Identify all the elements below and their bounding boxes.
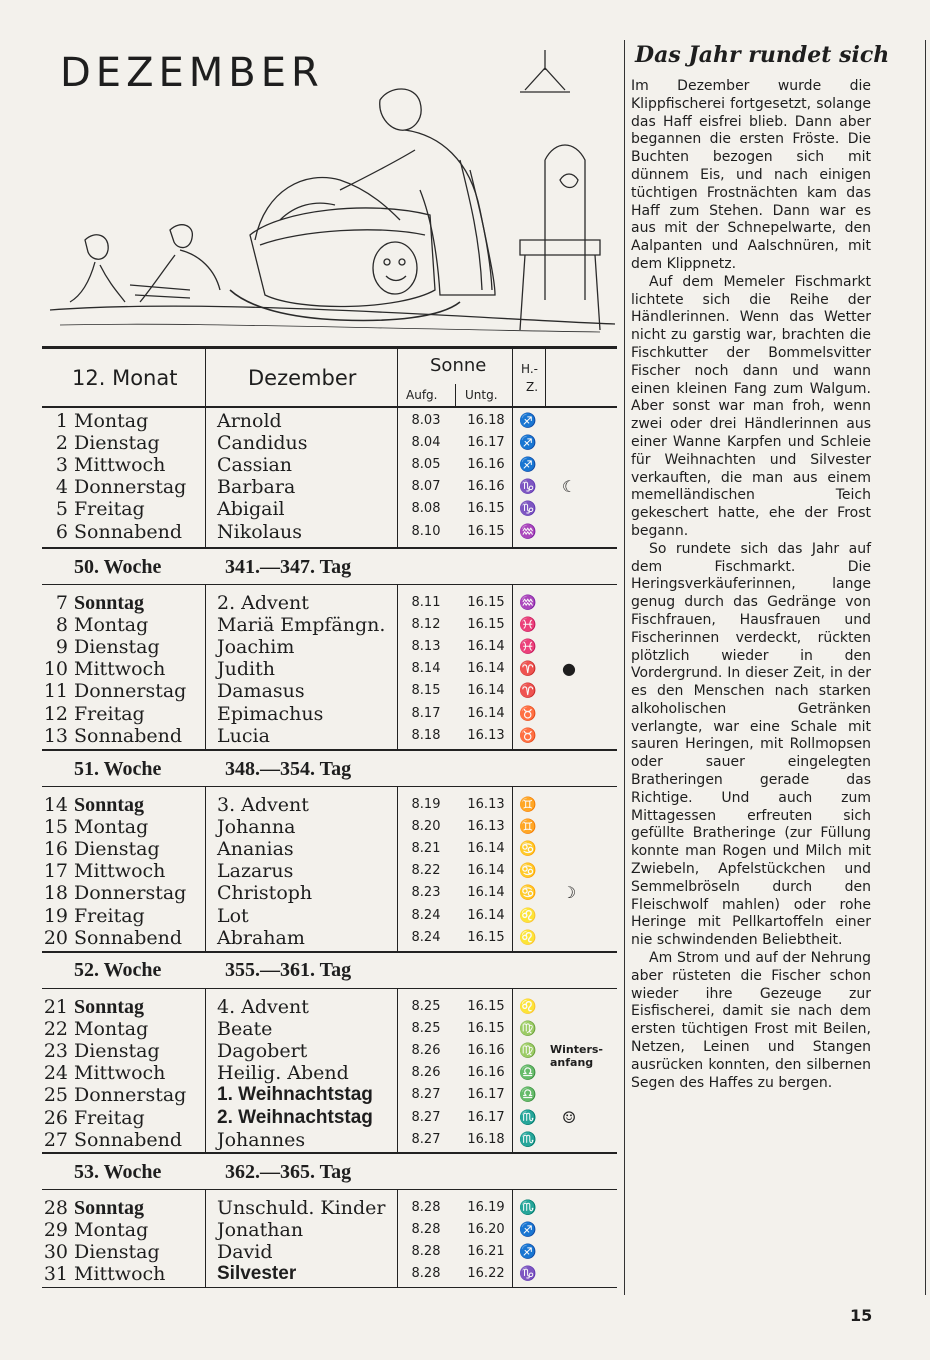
- sunrise-time: 8.25: [411, 999, 441, 1014]
- day-number: 13: [43, 724, 68, 747]
- article-body: [631, 78, 871, 1092]
- week-rule-3-top: [42, 951, 617, 953]
- day-number: 2: [55, 432, 68, 455]
- weekday: Mittwoch: [74, 658, 166, 681]
- calendar-row: [42, 1263, 617, 1285]
- sunset-time: 16.19: [467, 1200, 505, 1215]
- sunrise-time: 8.28: [411, 1266, 441, 1282]
- page-number: 15: [850, 1306, 873, 1325]
- sunrise-time: 8.20: [411, 819, 441, 835]
- sunset-time: 16.16: [467, 479, 505, 495]
- name-day: 2. Weihnachtstag: [217, 1106, 373, 1128]
- day-number: 29: [43, 1219, 68, 1242]
- sunset-time: 16.13: [467, 797, 505, 812]
- name-day: Candidus: [217, 432, 308, 455]
- day-number: 23: [43, 1040, 68, 1063]
- day-number: 6: [55, 520, 68, 543]
- name-day: Unschuld. Kinder: [217, 1197, 386, 1219]
- calendar-row: [42, 838, 617, 860]
- sunrise-time: 8.26: [411, 1065, 441, 1081]
- week-label: 52. Woche: [74, 959, 162, 981]
- calendar-row: [42, 1018, 617, 1040]
- calendar-row: [42, 1040, 617, 1062]
- sunrise-time: 8.18: [411, 727, 441, 743]
- header-month-number: 12. Monat: [72, 366, 178, 390]
- winter-start-note: [550, 1043, 603, 1069]
- name-day: Barbara: [217, 476, 296, 499]
- article-paragraph: Auf dem Memeler Fischmarkt lichtete sich die Reihe der Händlerinnen. Wenn das Wetter nicht zu garstig war, brachten die Fischkutter der Bommelsvitter Fischer noch dann und wann einen kleinen Fang zum Walgum. Aber sonst war man froh, wenn zwei oder drei Händlerinnen aus einer Wanne Karpfen und Schleie für Weihnachten und Silvester verkauften, die man aus einem memelländischen Teich gekeschert hatte, ehe der Frost begann.: [631, 273, 871, 539]
- sunset-time: 16.14: [467, 863, 505, 879]
- name-day: Lot: [217, 904, 249, 927]
- weekday: Montag: [74, 1018, 149, 1041]
- calendar-row: [42, 1084, 617, 1106]
- weekday: Donnerstag: [74, 1084, 187, 1107]
- weekday: Mittwoch: [74, 860, 166, 883]
- sunrise-time: 8.13: [411, 639, 441, 655]
- calendar-row: [42, 636, 617, 658]
- calendar-row: [42, 521, 617, 543]
- calendar-row: [42, 614, 617, 636]
- sunrise-time: 8.28: [411, 1200, 441, 1215]
- weekday: Sonnabend: [74, 1128, 183, 1151]
- zodiac-icon: ♌: [519, 929, 537, 946]
- zodiac-icon: ♐: [519, 435, 537, 452]
- weekday: Donnerstag: [74, 882, 187, 905]
- week-days: 348.—354. Tag: [225, 758, 352, 780]
- weekday: Sonntag: [74, 1197, 145, 1219]
- sunset-time: 16.15: [467, 1021, 505, 1037]
- zodiac-icon: ♑: [519, 1266, 537, 1283]
- day-number: 26: [43, 1106, 68, 1129]
- header-sunset: Untg.: [465, 388, 498, 402]
- zodiac-icon: ♐: [519, 457, 537, 474]
- sunset-time: 16.15: [467, 523, 505, 539]
- article-paragraph: Im Dezember wurde die Klippfischerei fortgesetzt, solange das Haff eisfrei blieb. Dann aber begannen die ersten Fröste. Die Buchten bezogen sich mit dünnem Eis, und nach einigen tüchtigen Frostnächten kam das Haff zum Stehen. Dann war es aus mit der Schnepelwarte, den Aalpanten und Aalschnüren, mit dem Klippnetz.: [631, 78, 871, 272]
- week-rule-3-bot: [42, 988, 617, 989]
- name-day: 1. Weihnachtstag: [217, 1084, 373, 1106]
- zodiac-icon: ♉: [519, 727, 537, 744]
- weekday: Dienstag: [74, 1040, 160, 1063]
- day-number: 22: [43, 1018, 68, 1041]
- week-days: 355.—361. Tag: [225, 959, 352, 981]
- sunset-time: 16.14: [467, 639, 505, 655]
- zodiac-icon: ♊: [519, 819, 537, 836]
- moon-phase-icon: ☾: [561, 477, 577, 497]
- day-number: 11: [43, 680, 68, 703]
- sunset-time: 16.15: [467, 929, 505, 945]
- article-column: [624, 40, 926, 1295]
- zodiac-icon: ♈: [519, 661, 537, 678]
- month-title: DEZEMBER: [60, 50, 324, 96]
- weekday: Montag: [74, 614, 149, 637]
- weekday: Freitag: [74, 1106, 145, 1129]
- name-day: Cassian: [217, 454, 293, 477]
- sunrise-time: 8.05: [411, 457, 441, 473]
- day-number: 7: [55, 592, 68, 614]
- sunset-time: 16.15: [467, 999, 505, 1014]
- sunrise-time: 8.08: [411, 501, 441, 517]
- article-paragraph: So rundete sich das Jahr auf dem Fischmarkt. Die Heringsverkäuferinnen, lange genug durch das Gedränge von Fischfrauen, Hausfrauen und Fischerinnen verdeckt, rückten plötzlich wieder in den Vordergrund. In dieser Zeit, in der es den Menschen nach starken alkoholischen Getränken verlangte, war eine Schale mit sauren Heringen, mit Rollmopsen oder sauer eingelegten Bratheringen gerade das Richtige. Und auch zum Mittagessen erfreuten sich gefüllte Bratheringe (zur Füllung konnte man Rogen und Milch mit Zwiebeln, Apfelstückchen und Semmelbröseln durch den Fleischwolf mahlen) oder rohe Heringe mit Pellkartoffeln einer nie schwindenden Beliebtheit.: [631, 540, 871, 949]
- table-header-rule: [42, 406, 617, 408]
- sunset-time: 16.15: [467, 595, 505, 610]
- weekday: Donnerstag: [74, 680, 187, 703]
- day-number: 5: [55, 498, 68, 521]
- weekday: Freitag: [74, 904, 145, 927]
- name-day: Lazarus: [217, 860, 294, 883]
- weekday: Dienstag: [74, 636, 160, 659]
- zodiac-icon: ♓: [519, 639, 537, 656]
- week-rule-1-bot: [42, 584, 617, 585]
- col-divider-sun-sub: [455, 384, 456, 406]
- sunset-time: 16.14: [467, 661, 505, 677]
- week-label: 51. Woche: [74, 758, 162, 780]
- calendar-row: [42, 410, 617, 432]
- sunrise-time: 8.04: [411, 435, 441, 451]
- name-day: Arnold: [217, 410, 282, 432]
- sunrise-time: 8.19: [411, 797, 441, 812]
- calendar-row: [42, 905, 617, 927]
- week-row: [42, 754, 617, 784]
- week-row: [42, 1157, 617, 1187]
- sunset-time: 16.22: [467, 1266, 505, 1282]
- calendar-row: [42, 1197, 617, 1219]
- article-title: Das Jahr rundet sich: [635, 42, 890, 68]
- week-rule-4-bot: [42, 1189, 617, 1190]
- zodiac-icon: ♑: [519, 501, 537, 518]
- calendar-row: [42, 996, 617, 1018]
- zodiac-icon: ♒: [519, 523, 537, 540]
- header-sun: Sonne: [430, 355, 487, 376]
- sunrise-time: 8.03: [411, 413, 441, 428]
- weekday: Mittwoch: [74, 1062, 166, 1085]
- weekday: Sonnabend: [74, 724, 183, 747]
- sunset-time: 16.16: [467, 457, 505, 473]
- day-number: 30: [43, 1241, 68, 1264]
- header-sunrise: Aufg.: [406, 388, 438, 402]
- winter-start-line-2: anfang: [550, 1056, 594, 1069]
- weekday: Mittwoch: [74, 454, 166, 477]
- sunrise-time: 8.27: [411, 1087, 441, 1103]
- sunset-time: 16.21: [467, 1244, 505, 1260]
- sunset-time: 16.20: [467, 1222, 505, 1238]
- day-number: 4: [55, 476, 68, 499]
- day-number: 27: [43, 1128, 68, 1151]
- zodiac-icon: ♍: [519, 1021, 537, 1038]
- name-day: Johanna: [217, 816, 296, 839]
- sunrise-time: 8.27: [411, 1131, 441, 1147]
- zodiac-icon: ♍: [519, 1043, 537, 1060]
- sunrise-time: 8.24: [411, 929, 441, 945]
- calendar-row: [42, 703, 617, 725]
- weekday: Freitag: [74, 498, 145, 521]
- col-divider-moon: [545, 349, 546, 406]
- week-label: 50. Woche: [74, 556, 162, 578]
- header-zodiac-2: Z.: [526, 380, 539, 394]
- calendar-row: [42, 816, 617, 838]
- zodiac-icon: ♉: [519, 705, 537, 722]
- day-number: 14: [43, 794, 68, 816]
- day-number: 16: [43, 838, 68, 861]
- day-number: 19: [43, 904, 68, 927]
- weekday: Sonntag: [74, 794, 145, 816]
- name-day: David: [217, 1241, 273, 1264]
- week-label: 53. Woche: [74, 1161, 162, 1183]
- calendar-row: [42, 1129, 617, 1151]
- week-rule-2-bot: [42, 786, 617, 787]
- zodiac-icon: ♏: [519, 1131, 537, 1148]
- name-day: Nikolaus: [217, 520, 303, 543]
- zodiac-icon: ♎: [519, 1065, 537, 1082]
- weekday: Sonnabend: [74, 520, 183, 543]
- winter-start-line-1: Winters-: [550, 1043, 603, 1056]
- day-number: 28: [43, 1197, 68, 1219]
- weekday: Freitag: [74, 702, 145, 725]
- sunrise-time: 8.24: [411, 907, 441, 923]
- sunset-time: 16.18: [467, 1131, 505, 1147]
- zodiac-icon: ♑: [519, 479, 537, 496]
- week-row: [42, 552, 617, 582]
- name-day: Abigail: [217, 498, 285, 521]
- weekday: Montag: [74, 410, 149, 432]
- weekday: Montag: [74, 816, 149, 839]
- week-rule-1-top: [42, 547, 617, 549]
- day-number: 1: [55, 410, 68, 432]
- sunset-time: 16.14: [467, 683, 505, 699]
- sunset-time: 16.17: [467, 435, 505, 451]
- sunrise-time: 8.07: [411, 479, 441, 495]
- calendar-row: [42, 1062, 617, 1084]
- sunset-time: 16.13: [467, 727, 505, 743]
- day-number: 8: [55, 614, 68, 637]
- sunrise-time: 8.23: [411, 885, 441, 901]
- zodiac-icon: ♐: [519, 1222, 537, 1239]
- sunrise-time: 8.15: [411, 683, 441, 699]
- zodiac-icon: ♎: [519, 1087, 537, 1104]
- name-day: Beate: [217, 1018, 273, 1041]
- zodiac-icon: ♓: [519, 617, 537, 634]
- sunset-time: 16.17: [467, 1087, 505, 1103]
- sunset-time: 16.15: [467, 501, 505, 517]
- weekday: Mittwoch: [74, 1263, 166, 1286]
- name-day: Damasus: [217, 680, 305, 703]
- calendar-row: [42, 432, 617, 454]
- sunrise-time: 8.28: [411, 1222, 441, 1238]
- week-days: 341.—347. Tag: [225, 556, 352, 578]
- sunset-time: 16.14: [467, 885, 505, 901]
- weekday: Montag: [74, 1219, 149, 1242]
- calendar-row: [42, 725, 617, 747]
- illustration-washday: [40, 40, 620, 340]
- name-day: 4. Advent: [217, 996, 309, 1018]
- table-top-rule: [42, 346, 617, 349]
- day-number: 25: [43, 1084, 68, 1107]
- sunset-time: 16.16: [467, 1065, 505, 1081]
- zodiac-icon: ♒: [519, 595, 537, 611]
- header-month-name: Dezember: [248, 366, 357, 390]
- calendar-row: [42, 1219, 617, 1241]
- moon-phase-icon: ●: [562, 659, 576, 679]
- sunrise-time: 8.17: [411, 705, 441, 721]
- day-number: 21: [43, 996, 68, 1018]
- name-day: Epimachus: [217, 702, 324, 725]
- zodiac-icon: ♋: [519, 841, 537, 858]
- sunset-time: 16.18: [467, 413, 505, 428]
- week-rule-4-top: [42, 1152, 617, 1154]
- name-day: Joachim: [217, 636, 295, 659]
- zodiac-icon: ♐: [519, 413, 537, 429]
- week-rule-2-top: [42, 749, 617, 751]
- sunrise-time: 8.11: [411, 595, 441, 610]
- zodiac-icon: ♏: [519, 1200, 537, 1216]
- day-number: 9: [55, 636, 68, 659]
- sunrise-time: 8.10: [411, 523, 441, 539]
- sunset-time: 16.14: [467, 907, 505, 923]
- sunset-time: 16.15: [467, 617, 505, 633]
- moon-phase-icon: ☺: [561, 1107, 577, 1127]
- sunset-time: 16.13: [467, 819, 505, 835]
- name-day: Mariä Empfängn.: [217, 614, 386, 637]
- calendar-row: [42, 592, 617, 614]
- weekday: Sonnabend: [74, 926, 183, 949]
- calendar-row: [42, 498, 617, 520]
- day-number: 15: [43, 816, 68, 839]
- zodiac-icon: ♊: [519, 797, 537, 813]
- sunrise-time: 8.14: [411, 661, 441, 677]
- table-bottom-rule: [42, 1287, 617, 1288]
- sunrise-time: 8.27: [411, 1109, 441, 1125]
- day-number: 17: [43, 860, 68, 883]
- calendar-row: [42, 1107, 617, 1129]
- sunset-time: 16.16: [467, 1043, 505, 1059]
- weekday: Sonntag: [74, 592, 145, 614]
- day-number: 10: [43, 658, 68, 681]
- name-day: Heilig. Abend: [217, 1062, 349, 1085]
- day-number: 12: [43, 702, 68, 725]
- zodiac-icon: ♈: [519, 683, 537, 700]
- sunset-time: 16.14: [467, 705, 505, 721]
- header-zodiac: H.-: [521, 362, 538, 376]
- sunset-time: 16.17: [467, 1109, 505, 1125]
- sunrise-time: 8.12: [411, 617, 441, 633]
- name-day: Christoph: [217, 882, 313, 905]
- weekday: Donnerstag: [74, 476, 187, 499]
- calendar-row: [42, 927, 617, 949]
- calendar-row: [42, 454, 617, 476]
- name-day: Lucia: [217, 724, 270, 747]
- article-paragraph: Am Strom und auf der Nehrung aber rüsteten die Fischer schon wieder ihre Gezeuge zur Eisfischerei, damit sie nach dem ersten tüchtigen Frost mit Beilen, Netzen, Leinen und Stangen ausrücken konnten, den silbernen Segen des Haffes zu bergen.: [631, 950, 871, 1091]
- calendar-row: [42, 794, 617, 816]
- weekday: Dienstag: [74, 838, 160, 861]
- day-number: 18: [43, 882, 68, 905]
- day-number: 3: [55, 454, 68, 477]
- day-number: 24: [43, 1062, 68, 1085]
- zodiac-icon: ♌: [519, 999, 537, 1015]
- name-day: Judith: [217, 658, 275, 681]
- calendar-row: [42, 1241, 617, 1263]
- sunset-time: 16.14: [467, 841, 505, 857]
- week-row: [42, 955, 617, 985]
- sunrise-time: 8.28: [411, 1244, 441, 1260]
- calendar-row: [42, 476, 617, 498]
- zodiac-icon: ♐: [519, 1244, 537, 1261]
- calendar-row: [42, 882, 617, 904]
- calendar-row: [42, 680, 617, 702]
- weekday: Dienstag: [74, 432, 160, 455]
- sunrise-time: 8.26: [411, 1043, 441, 1059]
- name-day: Dagobert: [217, 1040, 308, 1063]
- name-day: Jonathan: [217, 1219, 304, 1242]
- zodiac-icon: ♋: [519, 885, 537, 902]
- zodiac-icon: ♋: [519, 863, 537, 880]
- name-day: Ananias: [217, 838, 294, 861]
- zodiac-icon: ♌: [519, 907, 537, 924]
- name-day: Silvester: [217, 1263, 297, 1285]
- calendar-row: [42, 658, 617, 680]
- name-day: Johannes: [217, 1128, 306, 1151]
- weekday: Sonntag: [74, 996, 145, 1018]
- week-days: 362.—365. Tag: [225, 1161, 352, 1183]
- sunrise-time: 8.21: [411, 841, 441, 857]
- name-day: 3. Advent: [217, 794, 309, 816]
- name-day: 2. Advent: [217, 592, 309, 614]
- sunrise-time: 8.25: [411, 1021, 441, 1037]
- day-number: 31: [43, 1263, 68, 1286]
- weekday: Dienstag: [74, 1241, 160, 1264]
- zodiac-icon: ♏: [519, 1109, 537, 1126]
- day-number: 20: [43, 926, 68, 949]
- calendar-row: [42, 860, 617, 882]
- sunrise-time: 8.22: [411, 863, 441, 879]
- moon-phase-icon: ☽: [561, 883, 577, 903]
- name-day: Abraham: [217, 926, 305, 949]
